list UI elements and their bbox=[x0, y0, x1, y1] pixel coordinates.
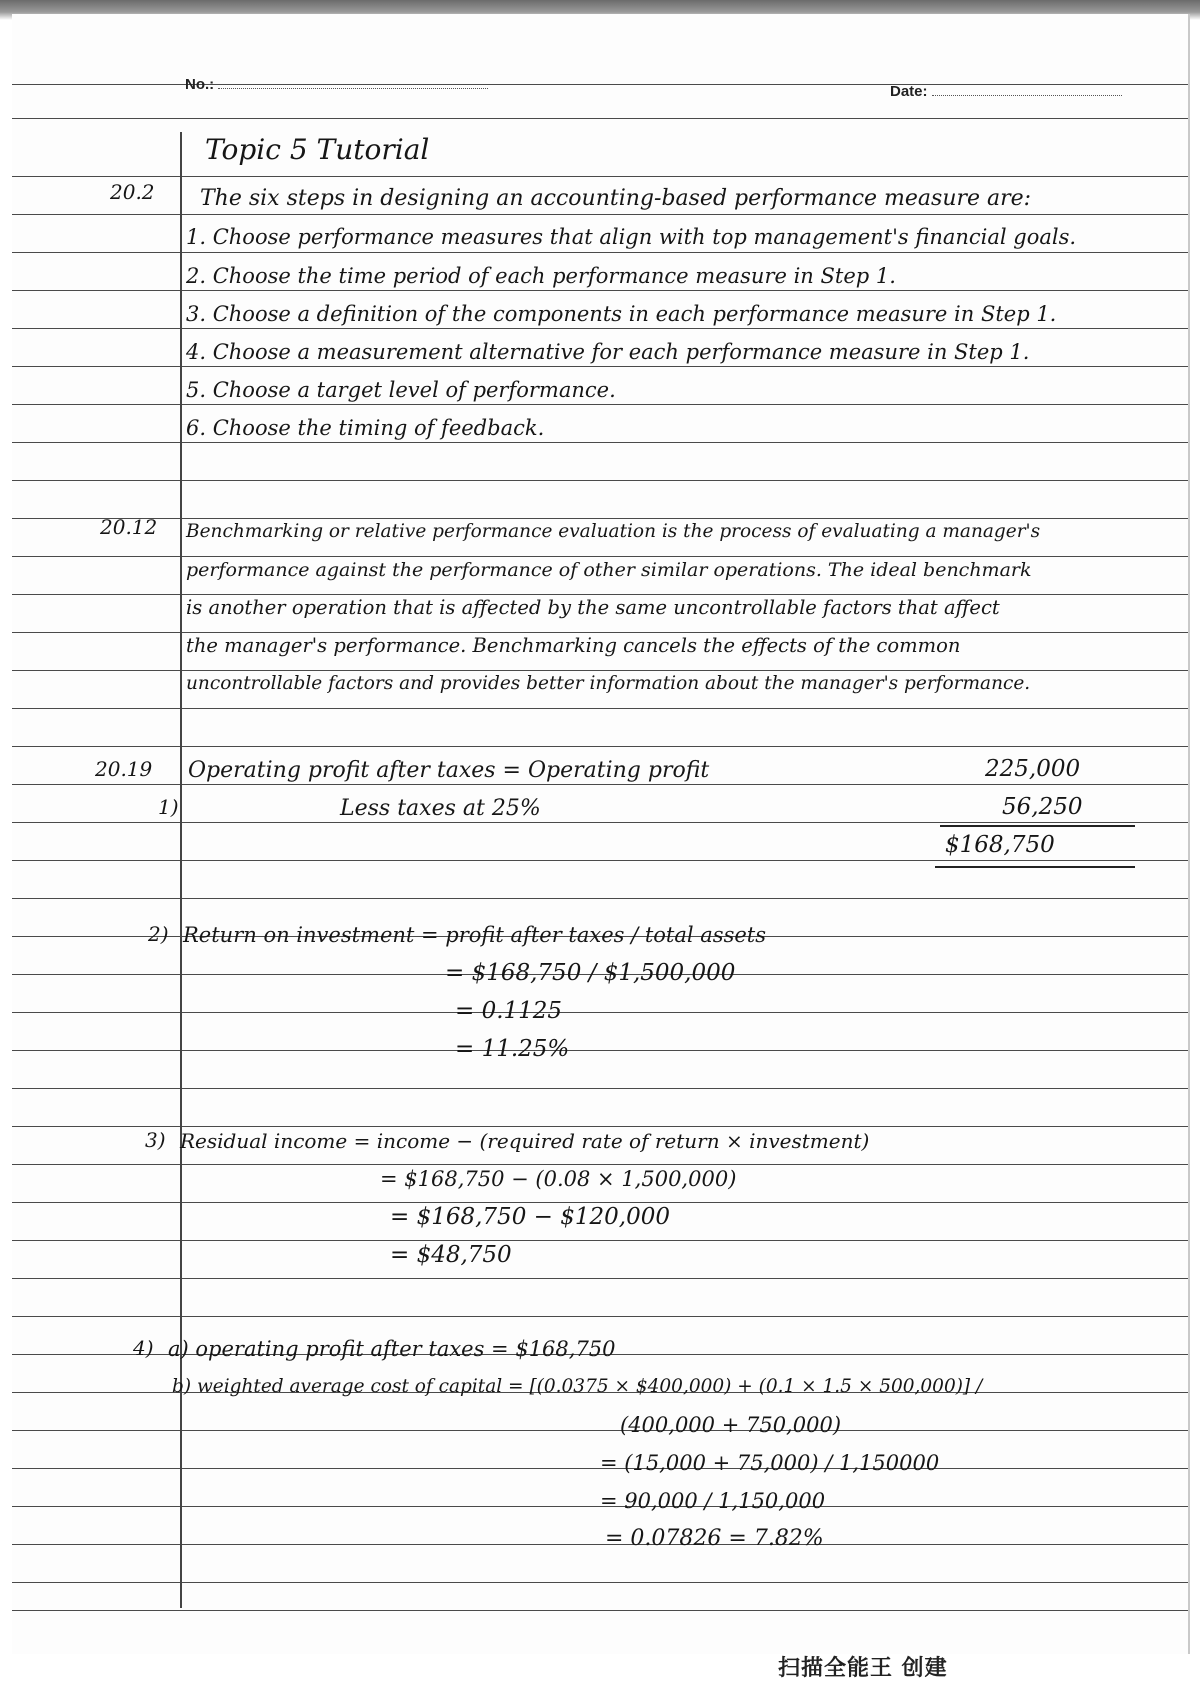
q20-2-step: 2. Choose the time period of each performance measure in Step 1. bbox=[186, 264, 896, 288]
ruled-line bbox=[12, 1012, 1188, 1013]
ruled-line bbox=[12, 898, 1188, 899]
ruled-line bbox=[12, 480, 1188, 481]
profit-line: Operating profit after taxes = Operating profit bbox=[188, 758, 710, 783]
ruled-line bbox=[12, 1544, 1188, 1545]
underline bbox=[940, 825, 1135, 827]
roi-result: = 11.25% bbox=[455, 1036, 570, 1062]
part-label: 4) bbox=[133, 1336, 154, 1360]
ruled-line bbox=[12, 214, 1188, 215]
ruled-line bbox=[12, 746, 1188, 747]
ruled-line bbox=[12, 1088, 1188, 1089]
date-label: Date: bbox=[890, 83, 928, 100]
ruled-line bbox=[12, 1582, 1188, 1583]
question-number: 20.2 bbox=[110, 180, 155, 204]
part-label: 2) bbox=[148, 922, 169, 946]
q20-2-step: 6. Choose the timing of feedback. bbox=[186, 416, 545, 440]
ruled-line bbox=[12, 1316, 1188, 1317]
ruled-line bbox=[12, 708, 1188, 709]
profit-after-tax-total: $168,750 bbox=[945, 832, 1055, 858]
ruled-line bbox=[12, 822, 1188, 823]
no-label: No.: bbox=[185, 76, 215, 93]
ruled-line bbox=[12, 252, 1188, 253]
ruled-line bbox=[12, 860, 1188, 861]
wacc-result: = 0.07826 = 7.82% bbox=[605, 1526, 824, 1551]
ruled-line bbox=[12, 1050, 1188, 1051]
question-number: 20.12 bbox=[100, 515, 158, 539]
wacc-step: = (15,000 + 75,000) / 1,150000 bbox=[600, 1451, 940, 1475]
roi-formula: Return on investment = profit after taxes / total assets bbox=[183, 923, 766, 947]
ruled-line bbox=[12, 1240, 1188, 1241]
question-number: 20.19 bbox=[95, 757, 153, 781]
q20-12-line: Benchmarking or relative performance evaluation is the process of evaluating a manager's bbox=[186, 521, 1041, 542]
q20-12-line: is another operation that is affected by the same uncontrollable factors that affect bbox=[186, 596, 1000, 619]
part-4a: a) operating profit after taxes = $168,750 bbox=[168, 1337, 616, 1361]
double-underline bbox=[935, 866, 1135, 868]
q20-2-step: 5. Choose a target level of performance. bbox=[186, 378, 616, 402]
roi-step: = $168,750 / $1,500,000 bbox=[445, 960, 736, 986]
roi-step: = 0.1125 bbox=[455, 998, 563, 1024]
q20-2-intro: The six steps in designing an accounting-based performance measure are: bbox=[200, 186, 1032, 211]
wacc-step: = 90,000 / 1,150,000 bbox=[600, 1489, 826, 1513]
q20-12-line: uncontrollable factors and provides better information about the manager's performance. bbox=[186, 673, 1031, 694]
ruled-line bbox=[12, 1278, 1188, 1279]
residual-income-step: = $168,750 − $120,000 bbox=[390, 1204, 670, 1230]
q20-2-step: 4. Choose a measurement alternative for each performance measure in Step 1. bbox=[186, 340, 1030, 364]
part-4b-wacc: b) weighted average cost of capital = [(0.0375 × $400,000) + (0.1 × 1.5 × 500,000)] / bbox=[172, 1376, 983, 1397]
wacc-step: (400,000 + 750,000) bbox=[620, 1413, 842, 1437]
date-field bbox=[890, 83, 1122, 100]
no-field bbox=[185, 76, 488, 93]
q20-2-step: 1. Choose performance measures that align with top management's financial goals. bbox=[186, 225, 1077, 249]
ruled-line bbox=[12, 118, 1188, 119]
q20-12-line: performance against the performance of other similar operations. The ideal benchmark bbox=[186, 559, 1032, 581]
date-blank bbox=[932, 95, 1122, 96]
residual-income-result: = $48,750 bbox=[390, 1242, 512, 1268]
ruled-line bbox=[12, 1610, 1188, 1611]
residual-income-formula: Residual income = income − (required rate of return × investment) bbox=[180, 1129, 870, 1153]
no-blank bbox=[218, 88, 488, 89]
part-label: 3) bbox=[145, 1128, 166, 1152]
taxes-amount: 56,250 bbox=[1002, 794, 1083, 820]
residual-income-step: = $168,750 − (0.08 × 1,500,000) bbox=[380, 1167, 737, 1191]
part-label: 1) bbox=[158, 795, 179, 819]
operating-profit-amount: 225,000 bbox=[985, 756, 1081, 782]
taxes-line: Less taxes at 25% bbox=[340, 796, 541, 821]
scanner-watermark: 扫描全能王 创建 bbox=[778, 1656, 948, 1681]
page-title: Topic 5 Tutorial bbox=[205, 133, 430, 166]
q20-2-step: 3. Choose a definition of the components in each performance measure in Step 1. bbox=[186, 302, 1057, 326]
ruled-line bbox=[12, 1430, 1188, 1431]
q20-12-line: the manager's performance. Benchmarking cancels the effects of the common bbox=[186, 634, 961, 657]
ruled-line bbox=[12, 176, 1188, 177]
